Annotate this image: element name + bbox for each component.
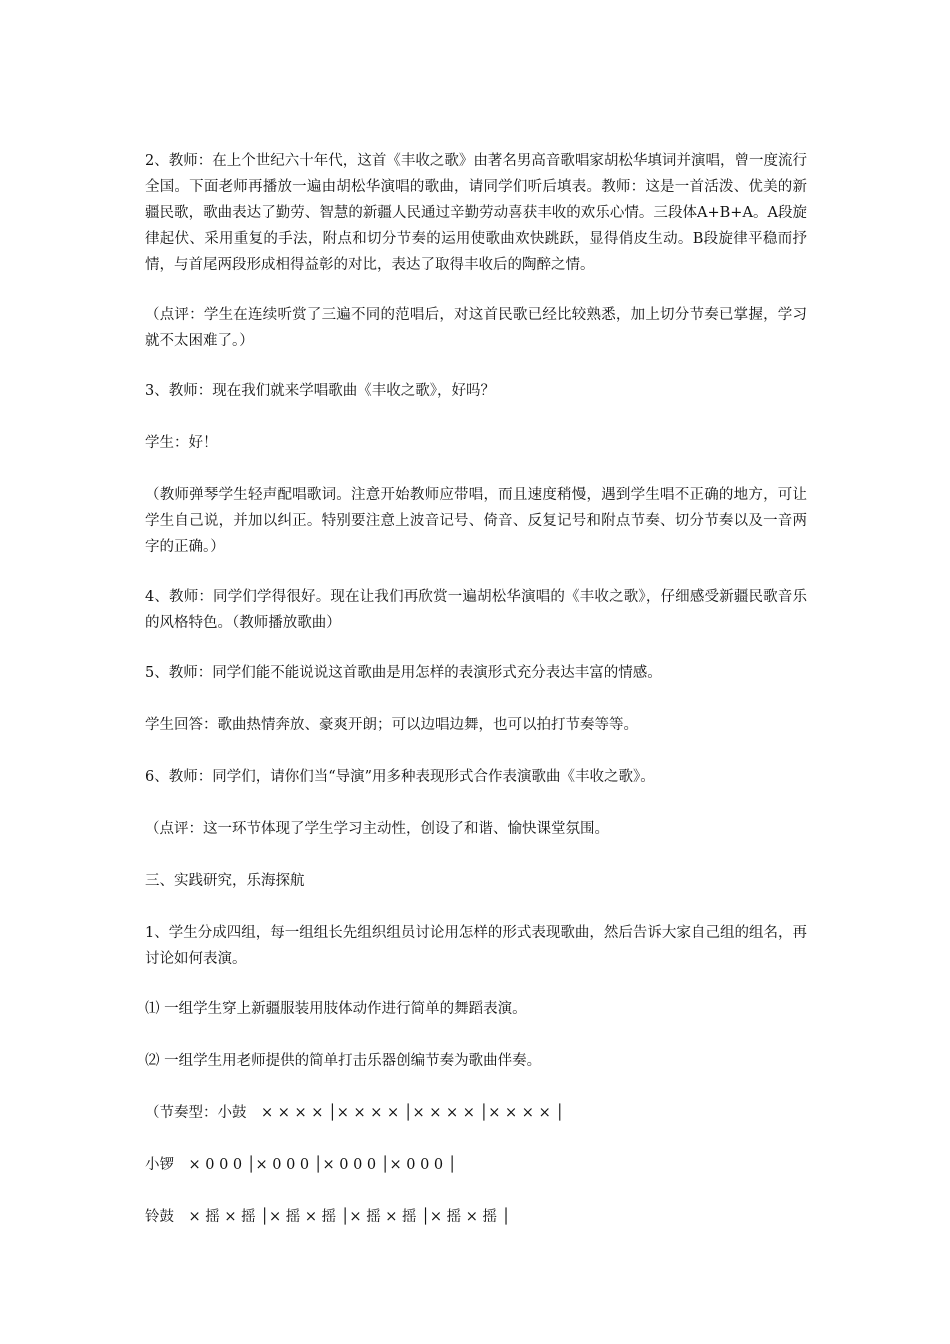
paragraph-student-answer: 学生回答：歌曲热情奔放、豪爽开朗；可以边唱边舞，也可以拍打节奏等等。 bbox=[145, 717, 638, 733]
paragraph-teacher-2: 2、教师：在上个世纪六十年代，这首《丰收之歌》由著名男高音歌唱家胡松华填词并演唱，曾一度流行全国。下面老师再播放一遍由胡松华演唱的歌曲，请同学们听后填表。教师：这是一首活泼、优美的新疆民歌，歌曲表达了勤劳、智慧的新疆人民通过辛勤劳动喜获丰收的欢乐心情。三段体A+B+A。A段旋律起伏、采用重复的手法，附点和切分节奏的运用使歌曲欢快跳跃，显得俏皮生动。B段旋律平稳而抒情，与首尾两段形成相得益彰的对比，表达了取得丰收后的陶醉之情。 bbox=[145, 153, 807, 273]
rhythm-line-gong: 小锣 × 0 0 0 │× 0 0 0 │× 0 0 0 │× 0 0 0 │ bbox=[145, 1157, 457, 1173]
paragraph-piano-note: （教师弹琴学生轻声配唱歌词。注意开始教师应带唱，而且速度稍慢，遇到学生唱不正确的地方，可让学生自己说，并加以纠正。特别要注意上波音记号、倚音、反复记号和附点节奏、切分节奏以及一音两字的正确。） bbox=[145, 487, 807, 555]
paragraph-comment-2: （点评：这一环节体现了学生学习主动性，创设了和谐、愉快课堂氛围。 bbox=[145, 821, 609, 837]
paragraph-teacher-6: 6、教师：同学们，请你们当“导演”用多种表现形式合作表演歌曲《丰收之歌》。 bbox=[145, 769, 655, 785]
rhythm-line-drum: （节奏型：小鼓 × × × × │× × × × │× × × × │× × × × │ bbox=[145, 1105, 565, 1121]
section-heading-3: 三、实践研究，乐海探航 bbox=[145, 873, 305, 889]
paragraph-student-reply: 学生：好！ bbox=[145, 435, 218, 451]
paragraph-teacher-4: 4、教师：同学们学得很好。现在让我们再欣赏一遍胡松华演唱的《丰收之歌》，仔细感受新疆民歌音乐的风格特色。（教师播放歌曲） bbox=[145, 589, 807, 631]
paragraph-step-1: 1、学生分成四组，每一组组长先组织组员讨论用怎样的形式表现歌曲，然后告诉大家自己组的组名，再讨论如何表演。 bbox=[145, 925, 807, 967]
paragraph-teacher-3: 3、教师：现在我们就来学唱歌曲《丰收之歌》，好吗？ bbox=[145, 383, 495, 399]
rhythm-line-tambourine: 铃鼓 × 摇 × 摇 │× 摇 × 摇 │× 摇 × 摇 │× 摇 × 摇 │ bbox=[145, 1209, 511, 1225]
paragraph-group-dance: ⑴ 一组学生穿上新疆服装用肢体动作进行简单的舞蹈表演。 bbox=[145, 1001, 527, 1017]
document-body bbox=[145, 148, 807, 1256]
paragraph-group-percussion: ⑵ 一组学生用老师提供的简单打击乐器创编节奏为歌曲伴奏。 bbox=[145, 1053, 542, 1069]
paragraph-teacher-5: 5、教师：同学们能不能说说这首歌曲是用怎样的表演形式充分表达丰富的情感。 bbox=[145, 665, 662, 681]
paragraph-comment-1: （点评：学生在连续听赏了三遍不同的范唱后，对这首民歌已经比较熟悉，加上切分节奏已掌握，学习就不太困难了。） bbox=[145, 307, 807, 349]
